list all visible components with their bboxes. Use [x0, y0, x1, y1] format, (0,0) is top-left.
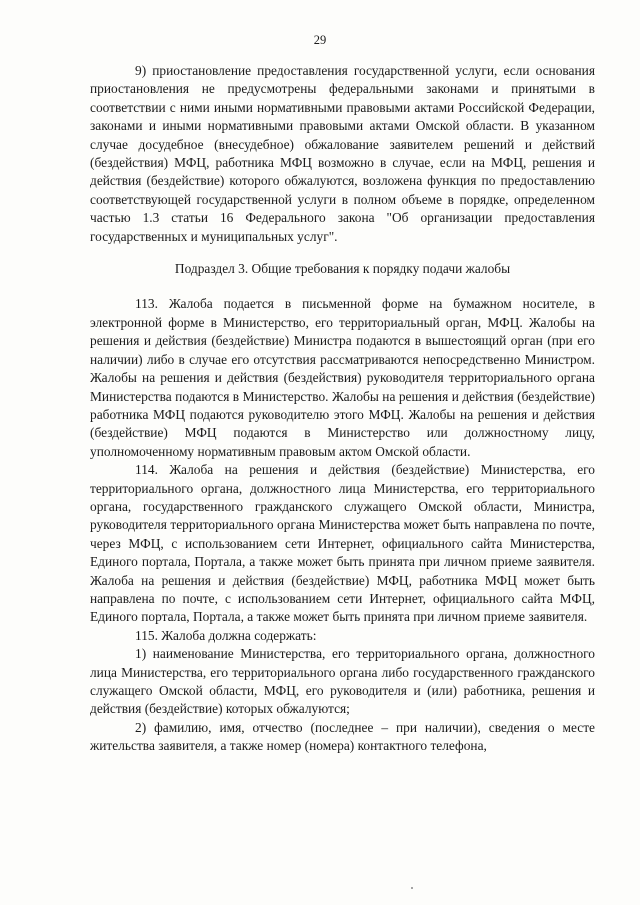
- subsection-heading: Подраздел 3. Общие требования к порядку подачи жалобы: [174, 261, 511, 277]
- spacer: [90, 246, 595, 260]
- paragraph-115-item-1: 1) наименование Министерства, его территориального органа, должностного лица Министерства, его территориального органа либо государственного гражданского служащего Омской области, МФЦ, его руководителя и (или) работника, решения и действия (бездействие) которых обжалуются;: [90, 646, 595, 717]
- paragraph-115-item-2: 2) фамилию, имя, отчество (последнее – при наличии), сведения о месте жительства заявителя, а также номер (номера) контактного телефона,: [90, 719, 595, 754]
- paragraph-115: 115. Жалоба должна содержать:: [135, 627, 317, 643]
- page-content: [90, 62, 595, 756]
- paragraph-113: 113. Жалоба подается в письменной форме на бумажном носителе, в электронной форме в Министерство, его территориальный орган, МФЦ. Жалобы на решения и действия (бездействие) Министра подаются в вышестоящий орган (при его наличии) либо в случае его отсутствия рассматриваются непосредственно Министром. Жалобы на решения и действия (бездействия) руководителя территориального органа Министерства подаются в Министерство. Жалобы на решения и действия (бездействие) работника МФЦ подаются руководителю этого МФЦ. Жалобы на решения и действия (бездействие) МФЦ подаются в Министерство или должностному лицу, уполномоченному нормативным правовым актом Омской области.: [90, 296, 595, 459]
- paragraph-114: 114. Жалоба на решения и действия (бездействие) Министерства, его территориального органа, должностного лица Министерства, его территориального органа, государственного гражданского служащего Омской области, Министра, руководителя территориального органа Министерства может быть направлена по почте, через МФЦ, с использованием сети Интернет, официального сайта Министерства, Единого портала, Портала, а также может быть принята при личном приеме заявителя. Жалоба на решения и действия (бездействие) МФЦ, работника МФЦ может быть направлена по почте, с использованием сети Интернет, официального сайта МФЦ, Единого портала, Портала, а также может быть принята при личном приеме заявителя.: [90, 462, 595, 625]
- scan-speck: [411, 887, 413, 889]
- page-number: 29: [313, 33, 327, 47]
- paragraph-item-9: 9) приостановление предоставления государственной услуги, если основания приостановления не предусмотрены федеральными законами и принятыми в соответствии с ними иными нормативными правовыми актами Российской Федерации, законами и иными нормативными правовыми актами Омской области. В указанном случае досудебное (внесудебное) обжалование заявителем решений и действий (бездействия) МФЦ, работника МФЦ возможно в случае, если на МФЦ, решения и действия (бездействие) которого обжалуются, возложена функция по предоставлению соответствующей государственной услуги в полном объеме в порядке, определенном частью 1.3 статьи 16 Федерального закона "Об организации предоставления государственных и муниципальных услуг".: [90, 63, 595, 244]
- spacer: [90, 278, 595, 295]
